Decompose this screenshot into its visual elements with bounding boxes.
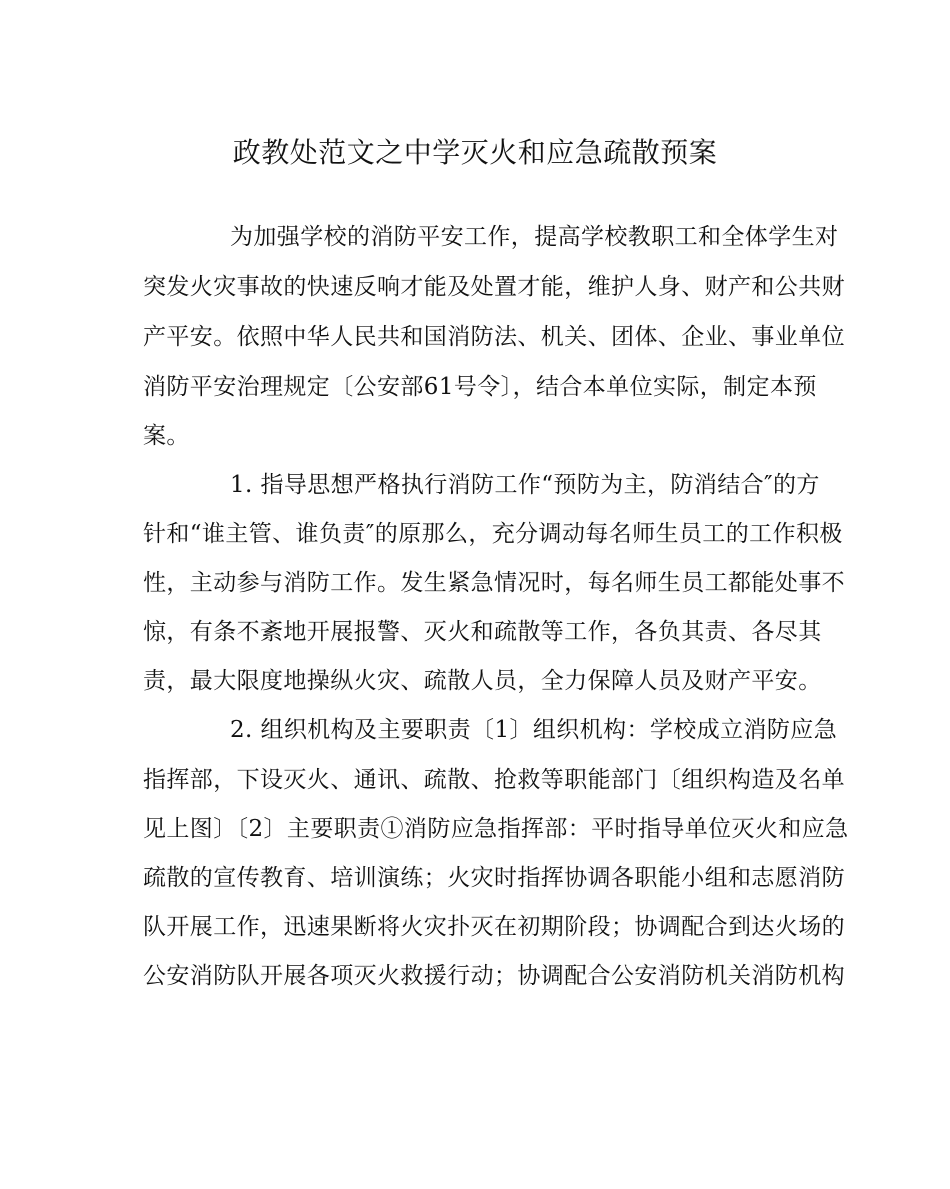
paragraph-line: 疏散的宣传教育、培训演练；火灾时指挥协调各职能小组和志愿消防 — [143, 865, 845, 891]
paragraph-line: 针和“谁主管、谁负责″的原那么，充分调动每名师生员工的工作积极 — [143, 521, 843, 547]
paragraph-line: 队开展工作，迅速果断将火灾扑灭在初期阶段；协调配合到达火场的 — [143, 914, 845, 940]
document-title: 政教处范文之中学灭火和应急疏散预案 — [232, 136, 718, 169]
paragraph-line: 惊，有条不紊地开展报警、灭火和疏散等工作，各负其责、各尽其 — [143, 619, 822, 645]
paragraph-line: 消防平安治理规定〔公安部61号令〕，结合本单位实际，制定本预 — [143, 374, 817, 400]
paragraph-line: 1. 指导思想严格执行消防工作“预防为主，防消结合″的方 — [230, 472, 820, 498]
paragraph-line: 性，主动参与消防工作。发生紧急情况时，每名师生员工都能处事不 — [143, 570, 845, 596]
paragraph-line: 为加强学校的消防平安工作，提高学校教职工和全体学生对 — [230, 224, 839, 250]
paragraph-line: 产平安。依照中华人民共和国消防法、机关、团体、企业、事业单位 — [143, 324, 845, 350]
paragraph-line: 指挥部，下设灭火、通讯、疏散、抢救等职能部门〔组织构造及名单 — [143, 767, 845, 793]
paragraph-line: 公安消防队开展各项灭火救援行动；协调配合公安消防机关消防机构 — [143, 963, 845, 989]
paragraph-line: 案。 — [143, 423, 190, 449]
paragraph-line: 突发火灾事故的快速反响才能及处置才能，维护人身、财产和公共财 — [143, 274, 845, 300]
paragraph-line: 责，最大限度地操纵火灾、疏散人员，全力保障人员及财产平安。 — [143, 668, 822, 694]
paragraph-line: 2. 组织机构及主要职责〔1〕组织机构：学校成立消防应急 — [230, 717, 838, 743]
paragraph-line: 见上图〕〔2〕主要职责①消防应急指挥部：平时指导单位灭火和应急 — [143, 816, 849, 842]
